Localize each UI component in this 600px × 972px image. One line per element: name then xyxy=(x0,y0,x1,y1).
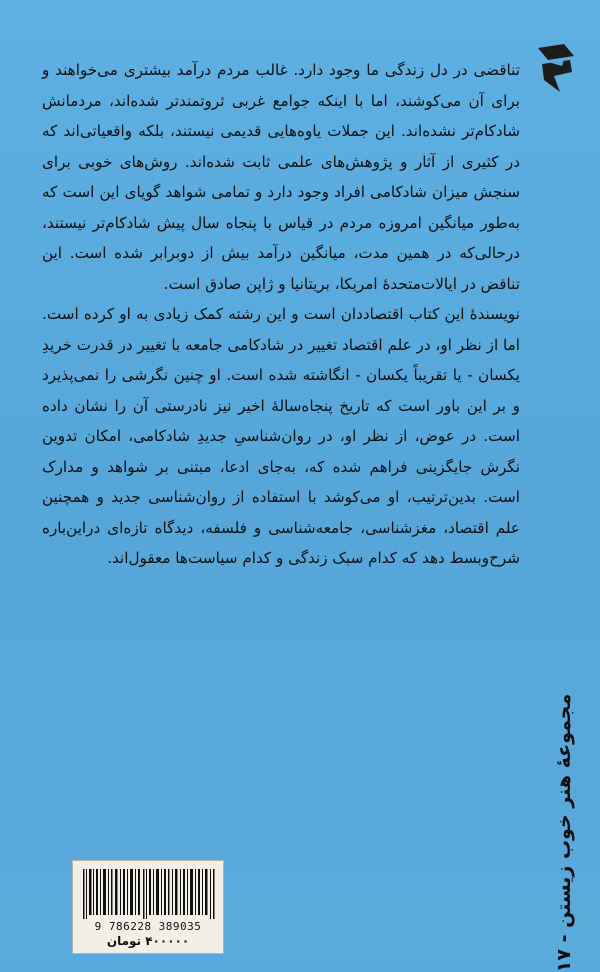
paragraph-1: تناقضی در دل زندگی ما وجود دارد. غالب مردم درآمد بیشتری می‌خواهند و برای آن می‌کوشند، اما با اینکه جوامع غربی ثروتمندتر شده‌اند، مردمانش شادکام‌تر نشده‌اند. این جملات یاوه‌هایی قدیمی نیستند، بلکه واقعیاتی‌اند که در کثیری از آثار و پژوهش‌های علمی ثابت شده‌اند. روش‌های خوبی برای سنجش میزان شادکامی افراد وجود دارد و تمامی شواهد گویای این است که به‌طور میانگین امروزه مردم در قیاس با پنجاه سال پیش شادکام‌تر نیستند، درحالی‌که در همین مدت، میانگین درآمد بیش از دوبرابر شده است. این تناقض در ایالات‌متحدهٔ امریکا، بریتانیا و ژاپن صادق است. xyxy=(42,61,520,293)
series-label-block xyxy=(540,693,588,972)
publisher-logo-icon xyxy=(534,42,578,94)
isbn-number: 9 786228 389035 xyxy=(94,920,202,933)
price-label: ۴۰۰۰۰۰ تومان xyxy=(106,934,190,948)
paragraph-2: نویسندهٔ این کتاب اقتصاددان است و این رشته کمک زیادی به او کرده است. اما از نظر او، در علم اقتصاد تغییر در شادکامی جامعه با تغییر در قدرت خریدِ یکسان - یا تقریباً یکسان - انگاشته شده است. او چنین نگرشی را نمی‌پذیرد و بر این باور است که تاریخ پنجاه‌سالهٔ اخیر نیز نادرستی آن را نشان داده است. در عوض، از نظر او، در روان‌شناسیِ جدیدِ شادکامی، امکان تدوین نگرش جایگزینی فراهم شده که، به‌جای ادعا، مبتنی بر شواهد و مدارک است. بدین‌ترتیب، او می‌کوشد با استفاده از روان‌شناسی جدید و همچنین علم اقتصاد، مغزشناسی، جامعه‌شناسی و فلسفه، دیدگاه تازه‌ای دراین‌باره شرح‌وبسط دهد که کدام سبک زندگی و کدام سیاست‌ها معقول‌اند. xyxy=(42,305,520,567)
back-cover-description xyxy=(42,55,520,574)
barcode-icon xyxy=(83,869,215,919)
barcode-sticker xyxy=(72,860,224,954)
series-label: مجموعهٔ هنر خوب زیستن - ۱۷ xyxy=(553,693,575,972)
